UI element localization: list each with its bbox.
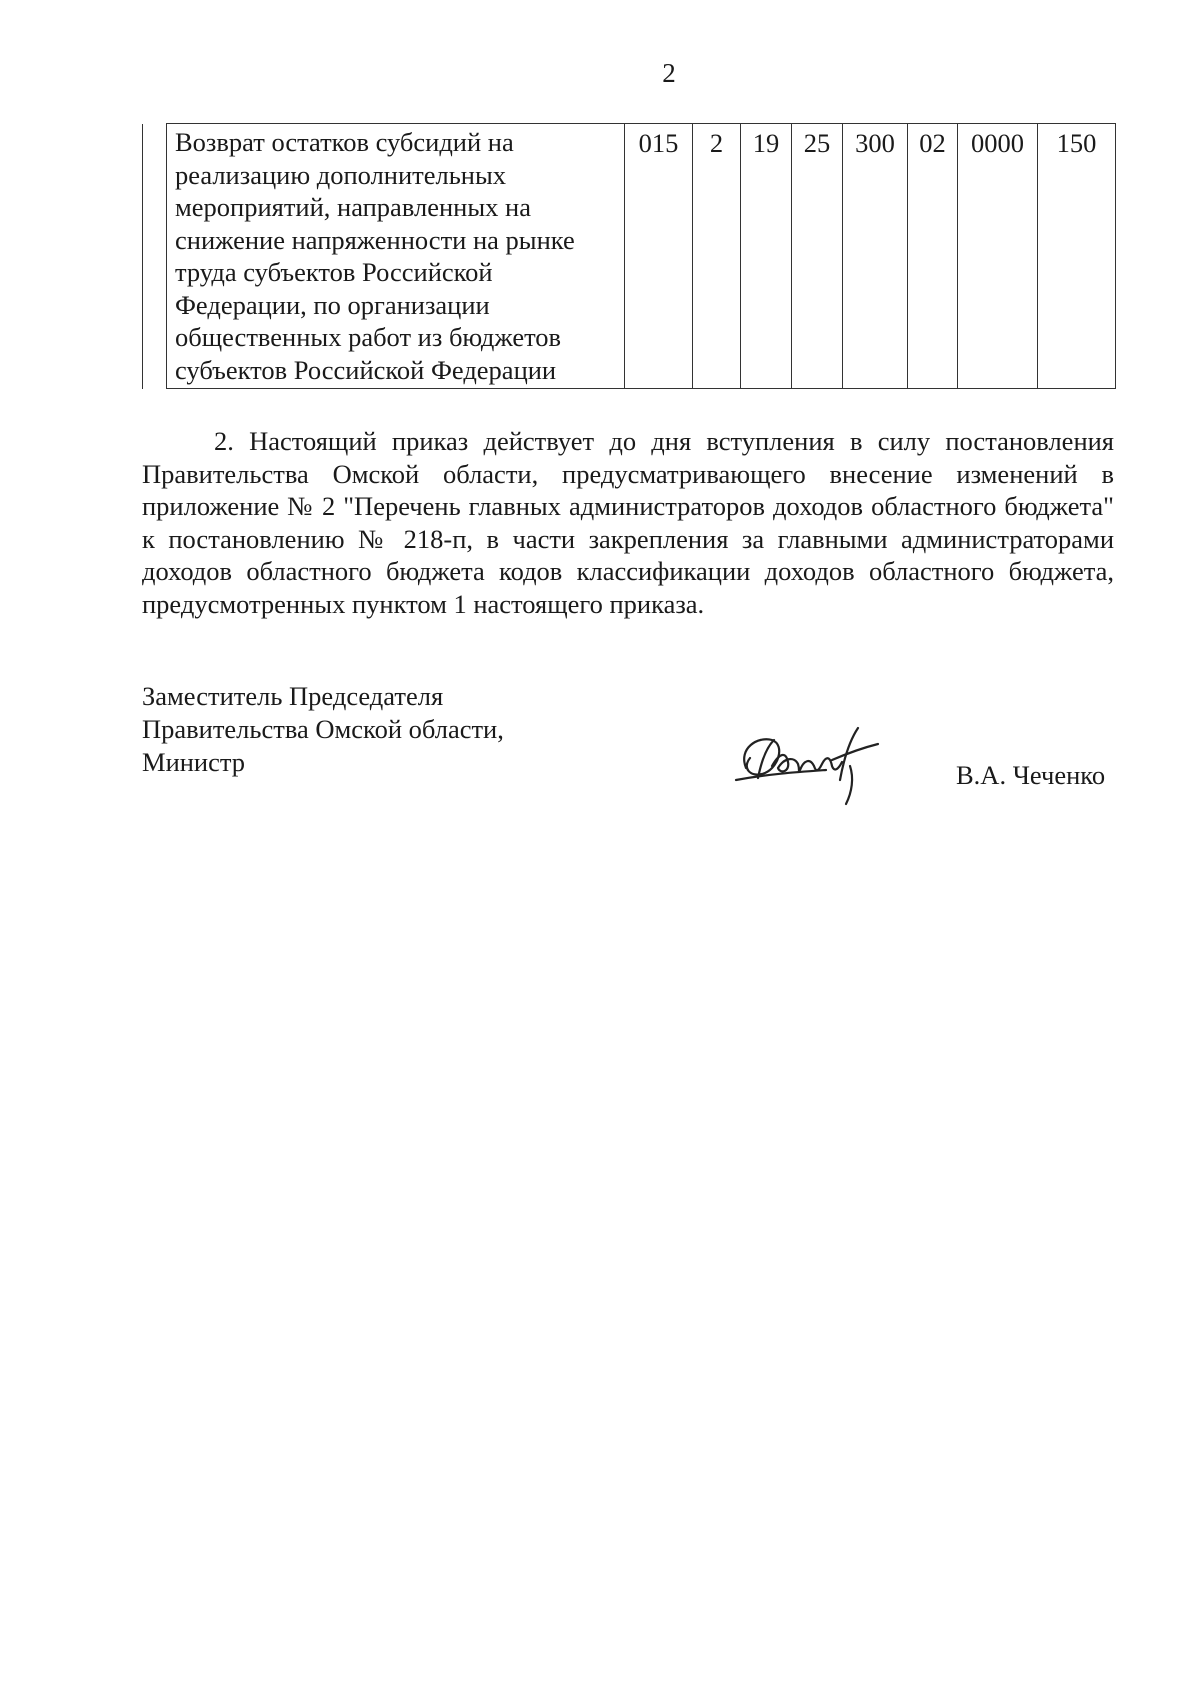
income-description-cell: Возврат остатков субсидий на реализацию дополнительных мероприятий, направленных на снижение напряженности на рынке труда субъектов Российской Федерации, по организации общественных работ из бюджетов субъектов Российской Федерации: [167, 124, 625, 389]
code-cell-group: 2: [693, 124, 741, 389]
signatory-position-line-2: Правительства Омской области,: [142, 714, 504, 744]
code-cell-article: 25: [792, 124, 843, 389]
code-cell-subgroup: 19: [741, 124, 792, 389]
table-stub-cell: [143, 124, 167, 389]
signatory-position-line-1: Заместитель Председателя: [142, 681, 444, 711]
handwritten-signature: [728, 718, 888, 808]
code-cell-subarticle: 300: [843, 124, 908, 389]
income-codes-table: [142, 123, 1115, 389]
codes-table: [142, 123, 1116, 389]
code-cell-program: 0000: [958, 124, 1038, 389]
signatory-position: [142, 680, 504, 779]
code-cell-admin: 015: [625, 124, 693, 389]
code-cell-element: 02: [908, 124, 958, 389]
code-cell-economic: 150: [1038, 124, 1116, 389]
table-row: [143, 124, 1116, 389]
signatory-position-line-3: Министр: [142, 747, 246, 777]
signer-name: В.А. Чеченко: [956, 760, 1106, 790]
page-number: 2: [662, 58, 676, 88]
paragraph-2: 2. Настоящий приказ действует до дня вступления в силу постановления Правительства Омской области, предусматривающего внесение изменений в приложение № 2 "Перечень главных администраторов доходов областного бюджета" к постановлению № 218-п, в части закрепления за главными администраторами доходов областного бюджета кодов классификации доходов областного бюджета, предусмотренных пунктом 1 настоящего приказа.: [142, 426, 1114, 619]
